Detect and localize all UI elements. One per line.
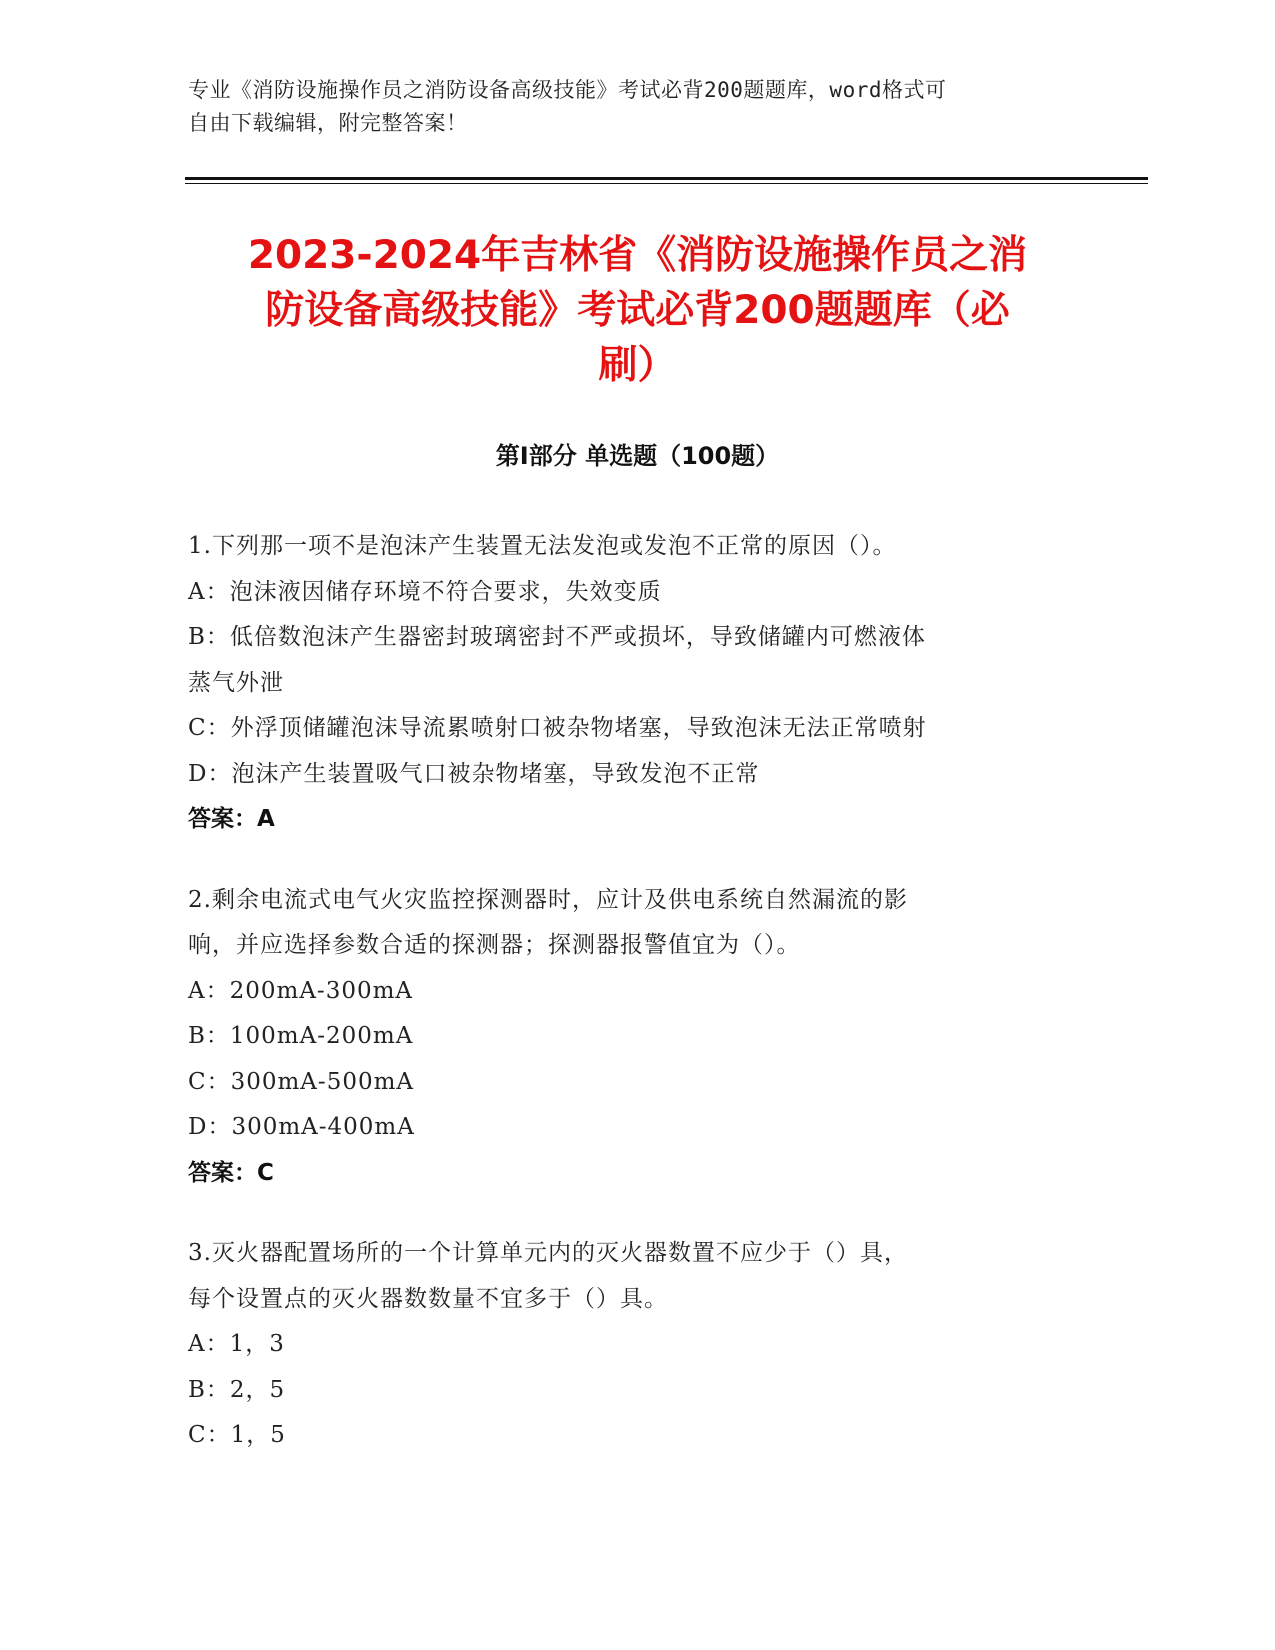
title-line-1: 2023-2024年吉林省《消防设施操作员之消 (247, 233, 1028, 278)
question-stem: 3.灭火器配置场所的一个计算单元内的灭火器数置不应少于（）具， (188, 1240, 908, 1266)
option-c: C：300mA-500mA (188, 1068, 415, 1095)
question-1 (188, 524, 1068, 843)
question-list (188, 524, 1068, 1494)
option-b: B：100mA-200mA (188, 1023, 414, 1049)
title-line-3: 刷） (598, 343, 677, 388)
section-heading: 第Ⅰ部分 单选题（100题） (495, 442, 780, 470)
option-b: B：低倍数泡沫产生器密封玻璃密封不严或损坏，导致储罐内可燃液体 (188, 624, 926, 650)
option-d: D：300mA-400mA (188, 1114, 415, 1140)
header-divider-thin (185, 183, 1148, 184)
question-stem: 1.下列那一项不是泡沫产生装置无法发泡或发泡不正常的原因（）。 (188, 533, 897, 559)
option-a: A：泡沫液因储存环境不符合要求，失效变质 (188, 578, 662, 605)
question-stem: 2.剩余电流式电气火灾监控探测器时，应计及供电系统自然漏流的影 (188, 886, 908, 913)
answer-label: 答案：A (188, 806, 275, 832)
option-d: D：泡沫产生装置吸气口被杂物堵塞，导致发泡不正常 (188, 760, 760, 787)
option-b: B：2，5 (188, 1376, 286, 1403)
promo-header (188, 74, 1068, 140)
option-b-continued: 蒸气外泄 (188, 669, 284, 696)
header-divider-thick (185, 177, 1148, 180)
option-a: A：1，3 (188, 1331, 285, 1357)
promo-line-2: 自由下载编辑，附完整答案！ (188, 111, 468, 135)
document-title (180, 228, 1095, 393)
question-stem-continued: 每个设置点的灭火器数数量不宜多于（）具。 (188, 1285, 668, 1312)
option-c: C：外浮顶储罐泡沫导流累喷射口被杂物堵塞，导致泡沫无法正常喷射 (188, 715, 927, 741)
question-stem-continued: 响，并应选择参数合适的探测器；探测器报警值宜为（）。 (188, 932, 801, 958)
question-3 (188, 1231, 1068, 1459)
promo-line-1: 专业《消防设施操作员之消防设备高级技能》考试必背200题题库，word格式可 (188, 78, 947, 102)
question-2 (188, 878, 1068, 1197)
answer-label: 答案：C (188, 1159, 274, 1186)
option-a: A：200mA-300mA (188, 977, 414, 1004)
option-c: C：1，5 (188, 1422, 286, 1448)
title-line-2: 防设备高级技能》考试必背200题题库（必 (265, 288, 1010, 333)
